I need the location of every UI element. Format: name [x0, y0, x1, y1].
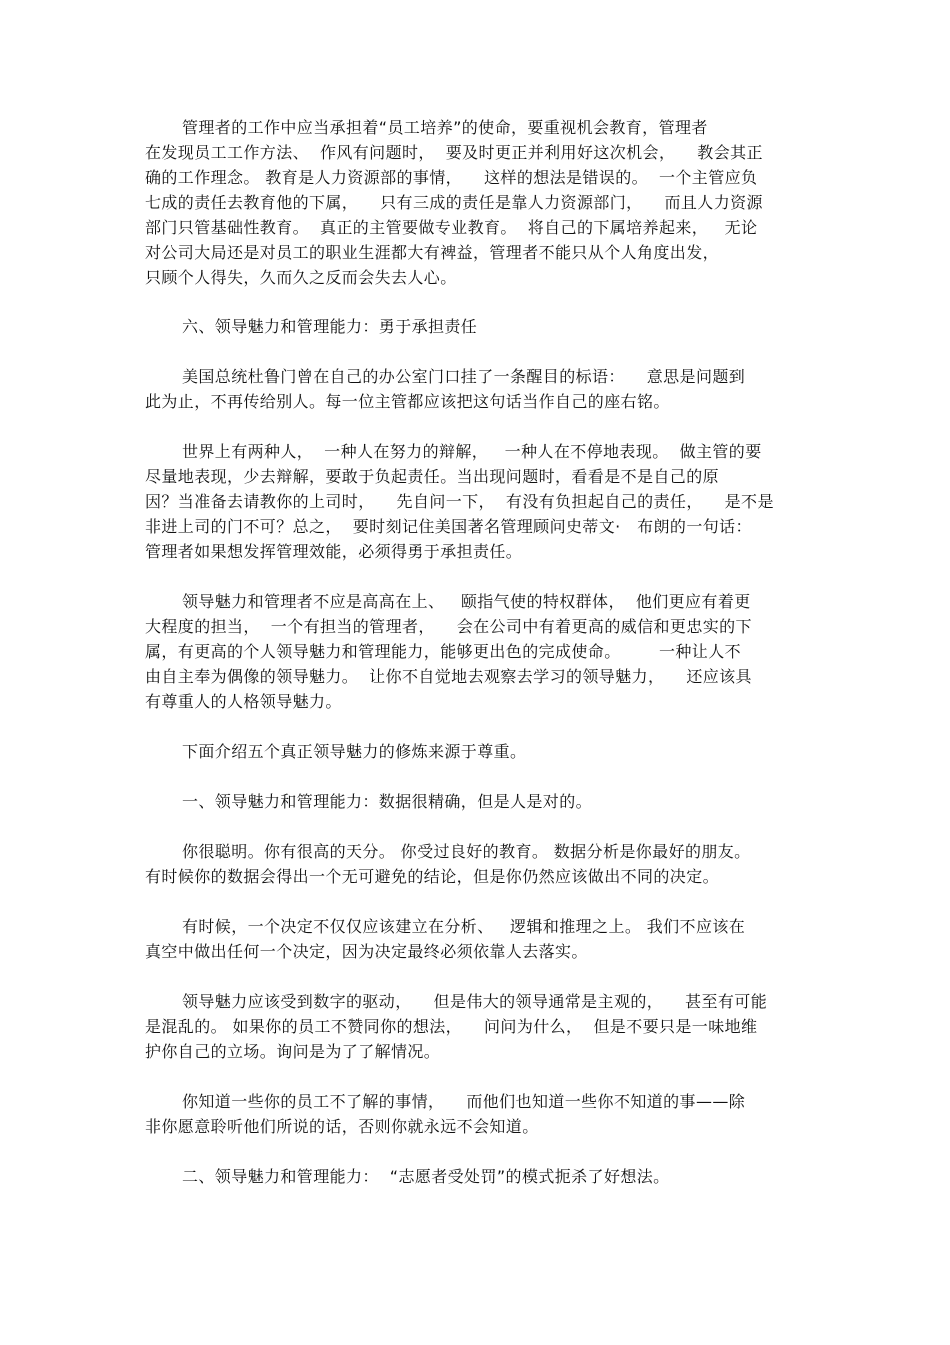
paragraph-7-line-2: 是混乱的。 如果你的员工不赞同你的想法， 问问为什么， 但是不要只是一味地维: [145, 1017, 758, 1036]
paragraph-3-line-4: 非进上司的门不可？总之， 要时刻记住美国著名管理顾问史蒂文· 布朗的一句话：: [145, 517, 752, 536]
paragraph-4-line-3: 属，有更高的个人领导魅力和管理能力，能够更出色的完成使命。 一种让人不: [145, 642, 742, 661]
paragraph-5-line-1: 你很聪明。你有很高的天分。 你受过良好的教育。 数据分析是你最好的朋友。: [182, 842, 751, 861]
paragraph-3-line-3: 因？当准备去请教你的上司时， 先自问一下， 有没有负担起自己的责任， 是不是: [145, 492, 774, 511]
paragraph-5-line-2: 有时候你的数据会得出一个无可避免的结论，但是你仍然应该做出不同的决定。: [145, 867, 720, 886]
section-heading-2: 二、领导魅力和管理能力： “志愿者受处罚”的模式扼杀了好想法。: [182, 1167, 670, 1186]
paragraph-4-line-4: 由自主奉为偶像的领导魅力。 让你不自觉地去观察去学习的领导魅力， 还应该具: [145, 667, 752, 686]
paragraph-1-line-3: 确的工作理念。 教育是人力资源部的事情， 这样的想法是错误的。 一个主管应负: [145, 168, 758, 187]
paragraph-8-line-1: 你知道一些你的员工不了解的事情， 而他们也知道一些你不知道的事——除: [182, 1092, 746, 1111]
paragraph-1-line-5: 部门只管基础性教育。 真正的主管要做专业教育。 将自己的下属培养起来， 无论: [145, 218, 758, 237]
paragraph-2-line-1: 美国总统杜鲁门曾在自己的办公室门口挂了一条醒目的标语： 意思是问题到: [182, 367, 746, 386]
paragraph-4-line-1: 领导魅力和管理者不应是高高在上、 颐指气使的特权群体， 他们更应有着更: [182, 592, 751, 611]
paragraph-1-line-7: 只顾个人得失，久而久之反而会失去人心。: [145, 268, 457, 287]
paragraph-4-line-2: 大程度的担当， 一个有担当的管理者， 会在公司中有着更高的威信和更忠实的下: [145, 617, 752, 636]
paragraph-2-line-2: 此为止，不再传给别人。每一位主管都应该把这句话当作自己的座右铭。: [145, 392, 670, 411]
paragraph-1-line-6: 对公司大局还是对员工的职业生涯都大有裨益，管理者不能只从个人角度出发，: [145, 243, 720, 262]
section-heading-6: 六、领导魅力和管理能力：勇于承担责任: [182, 317, 478, 336]
paragraph-6-line-2: 真空中做出任何一个决定，因为决定最终必须依靠人去落实。: [145, 942, 588, 961]
paragraph-6-line-1: 有时候，一个决定不仅仅应该建立在分析、 逻辑和推理之上。 我们不应该在: [182, 917, 746, 936]
paragraph-8-line-2: 非你愿意聆听他们所说的话，否则你就永远不会知道。: [145, 1117, 539, 1136]
section-heading-1: 一、领导魅力和管理能力：数据很精确，但是人是对的。: [182, 792, 593, 811]
paragraph-1-line-2: 在发现员工工作方法、 作风有问题时， 要及时更正并利用好这次机会， 教会其正: [145, 143, 763, 162]
paragraph-4-line-5: 有尊重人的人格领导魅力。: [145, 692, 342, 711]
paragraph-7-line-3: 护你自己的立场。询问是为了了解情况。: [145, 1042, 441, 1061]
paragraph-1-line-1: 管理者的工作中应当承担着“员工培养”的使命，要重视机会教育，管理者: [182, 118, 708, 137]
paragraph-7-line-1: 领导魅力应该受到数字的驱动， 但是伟大的领导通常是主观的， 甚至有可能: [182, 992, 768, 1011]
paragraph-3-line-1: 世界上有两种人， 一种人在努力的辩解， 一种人在不停地表现。 做主管的要: [182, 442, 762, 461]
paragraph-3-line-2: 尽量地表现，少去辩解，要敢于负起责任。当出现问题时，看看是不是自己的原: [145, 467, 720, 486]
paragraph-3-line-5: 管理者如果想发挥管理效能，必须得勇于承担责任。: [145, 542, 523, 561]
paragraph-1-line-4: 七成的责任去教育他的下属， 只有三成的责任是靠人力资源部门， 而且人力资源: [145, 193, 763, 212]
intro-sentence: 下面介绍五个真正领导魅力的修炼来源于尊重。: [182, 742, 527, 761]
